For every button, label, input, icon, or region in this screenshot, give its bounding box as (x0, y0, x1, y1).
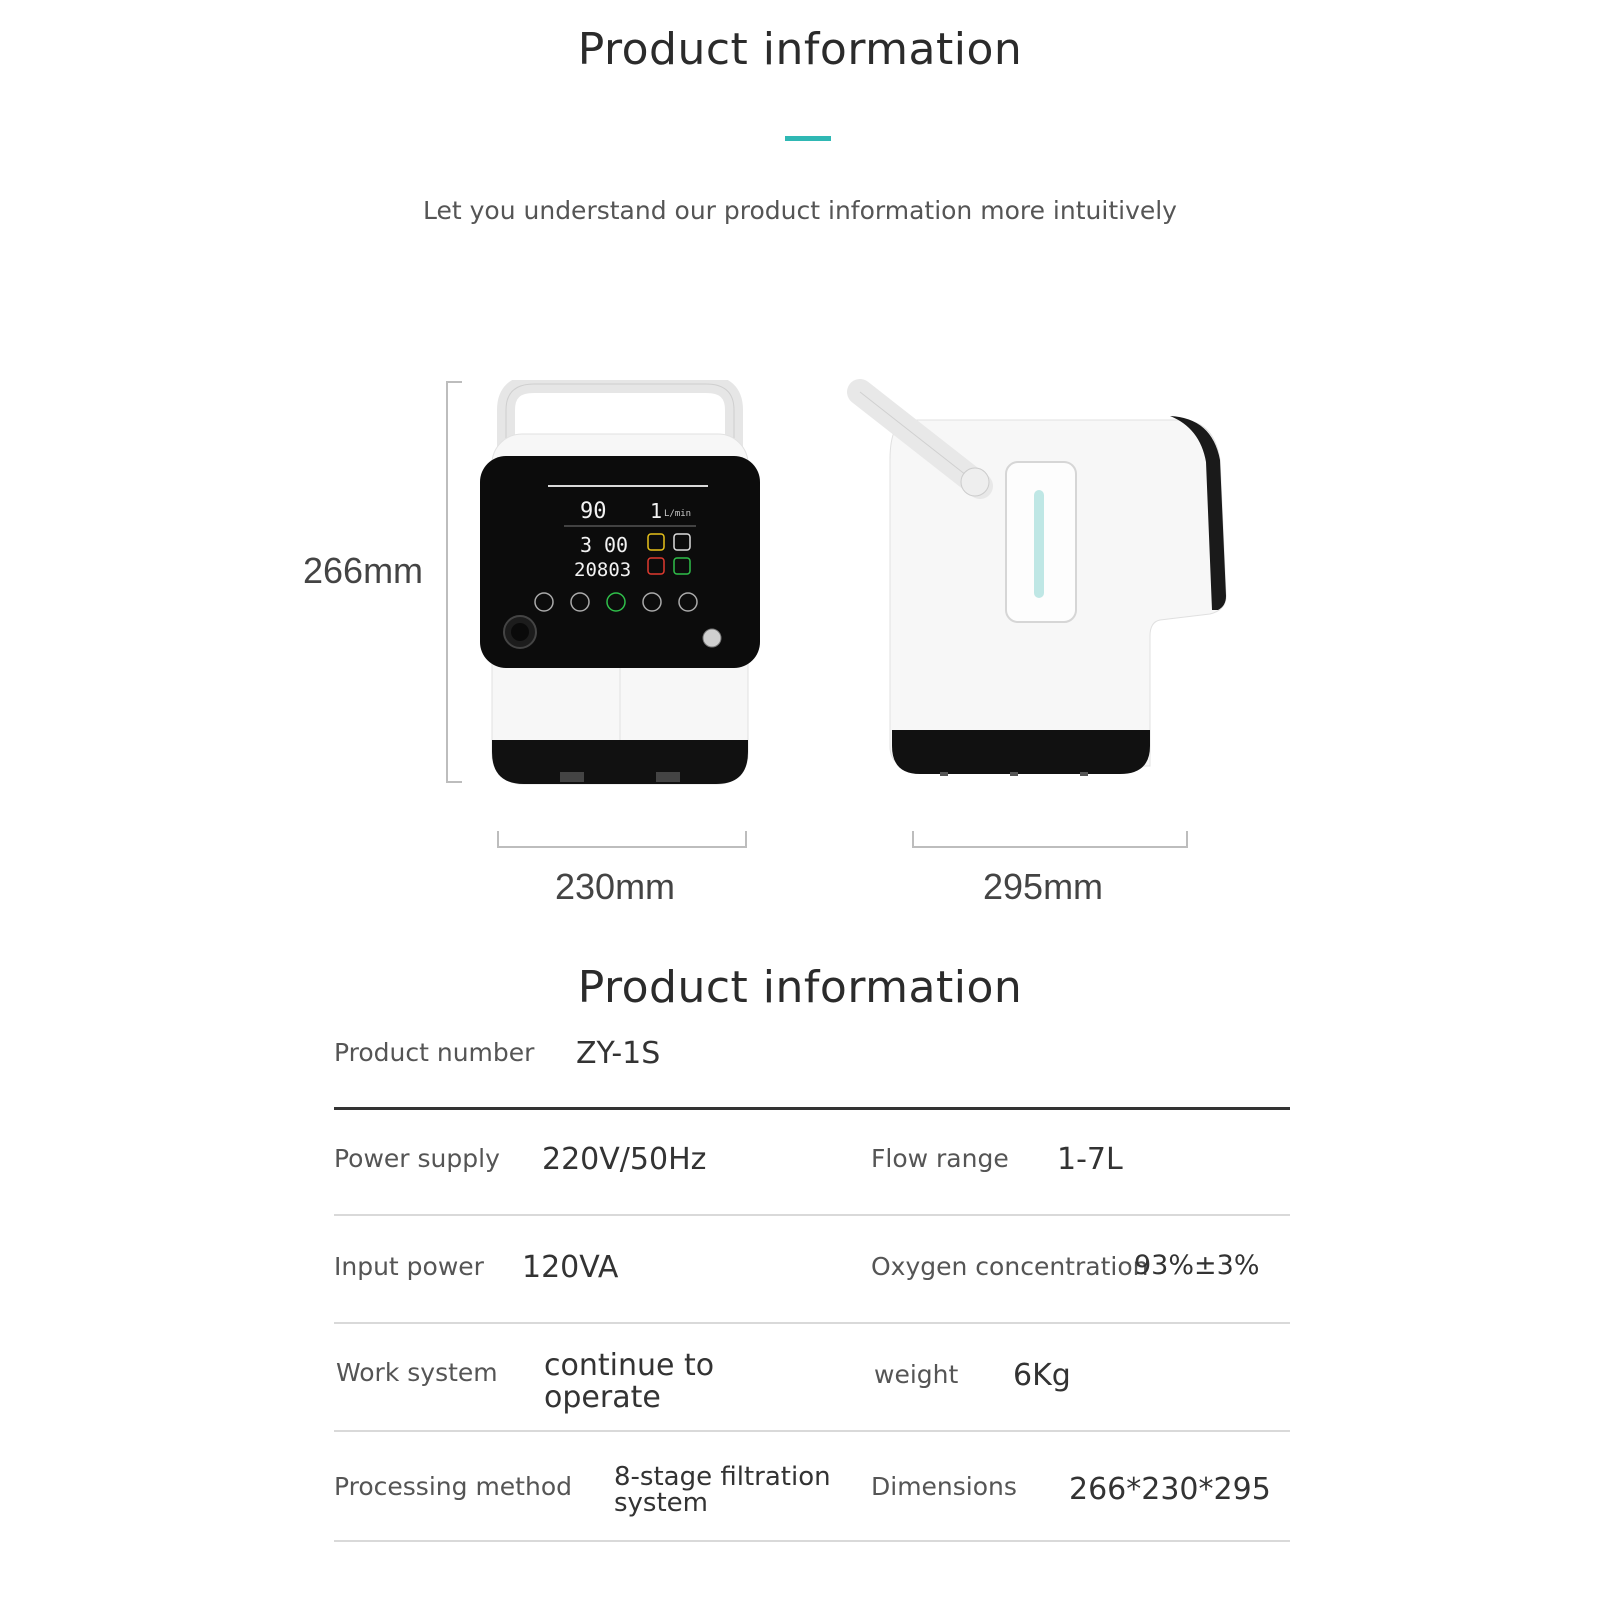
processing-method-label: Processing method (334, 1472, 572, 1501)
width-dimension-label: 230mm (555, 866, 676, 907)
display-total-hours: 20803 (574, 559, 632, 581)
oxygen-concentration-label: Oxygen concentration (871, 1252, 1149, 1281)
flow-range-value: 1-7L (1057, 1142, 1123, 1177)
spec-table (334, 1030, 1290, 1550)
dimensions-value: 266*230*295 (1069, 1472, 1271, 1507)
display-flow-value: 1 (650, 499, 663, 523)
display-timer-minutes: 00 (604, 533, 629, 557)
table-divider-main (334, 1107, 1290, 1110)
processing-method-value: 8-stage filtration system (614, 1462, 831, 1518)
front-view-device (480, 380, 780, 800)
table-divider (334, 1430, 1290, 1432)
product-number-value: ZY-1S (576, 1036, 661, 1071)
width-dimension-tick-right (745, 831, 747, 848)
table-divider (334, 1540, 1290, 1542)
product-number-label: Product number (334, 1038, 535, 1067)
specs-title: Product information (577, 962, 1023, 1013)
display-oxygen-value: 90 (580, 499, 607, 524)
depth-dimension-label: 295mm (983, 866, 1104, 907)
input-power-label: Input power (334, 1252, 484, 1281)
table-divider (334, 1214, 1290, 1216)
side-view-device (840, 370, 1250, 800)
table-divider (334, 1322, 1290, 1324)
depth-dimension-line (912, 846, 1188, 848)
power-supply-label: Power supply (334, 1144, 500, 1173)
work-system-label: Work system (336, 1358, 498, 1387)
height-dimension-tick-top (446, 381, 462, 383)
page-title: Product information (577, 24, 1023, 75)
weight-label: weight (874, 1360, 959, 1389)
work-system-value: continue to operate (544, 1348, 715, 1415)
height-dimension-line (446, 381, 448, 783)
height-dimension-label: 266mm (303, 550, 424, 591)
display-flow-unit: L/min (664, 509, 692, 519)
dimensions-label: Dimensions (871, 1472, 1017, 1501)
power-supply-value: 220V/50Hz (542, 1142, 707, 1177)
width-dimension-tick-left (497, 831, 499, 848)
height-dimension-tick-bottom (446, 781, 462, 783)
depth-dimension-tick-right (1186, 831, 1188, 848)
input-power-value: 120VA (522, 1250, 619, 1285)
depth-dimension-tick-left (912, 831, 914, 848)
page-subtitle: Let you understand our product information more intuitively (423, 196, 1177, 225)
title-accent-bar (785, 136, 831, 141)
oxygen-concentration-value: 93%±3% (1134, 1250, 1260, 1281)
display-timer-value: 3 (580, 533, 593, 557)
weight-value: 6Kg (1013, 1358, 1071, 1393)
flow-range-label: Flow range (871, 1144, 1009, 1173)
width-dimension-line (497, 846, 747, 848)
